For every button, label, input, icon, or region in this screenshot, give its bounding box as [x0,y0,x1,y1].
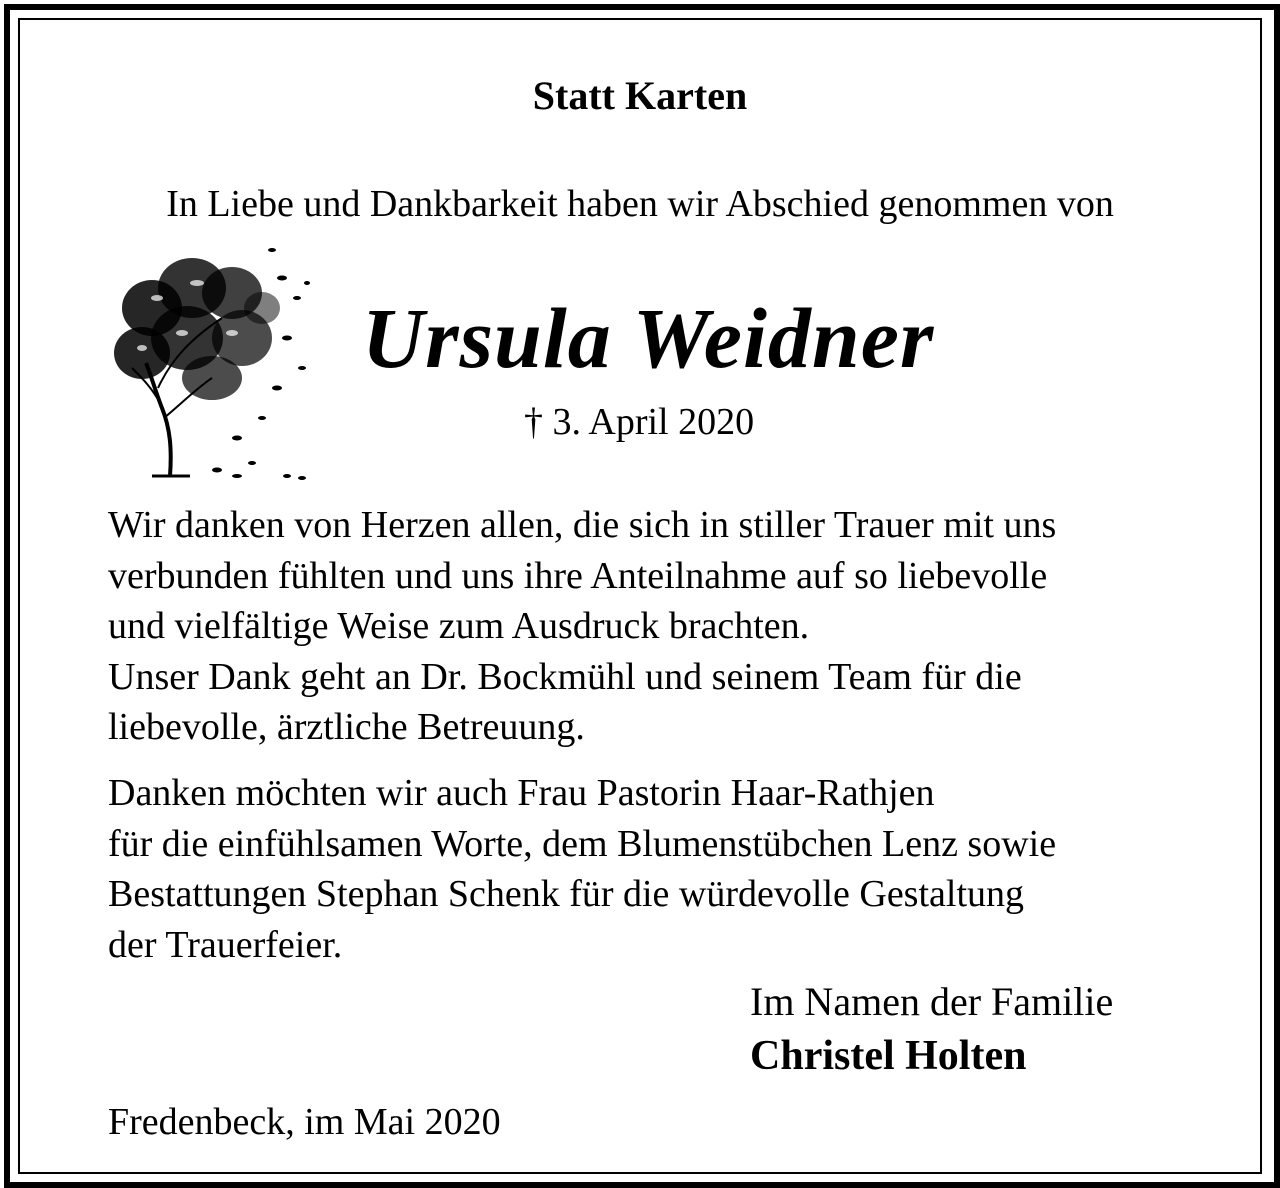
place-date: Fredenbeck, im Mai 2020 [108,1101,501,1143]
thanks-paragraph-2: Danken möchten wir auch Frau Pastorin Haar-Rathjen für die einfühlsamen Worte, dem Blumenstübchen Lenz sowie Bestattungen Stephan Schenk für die würdevolle Gestaltung der Trauerfeier. [108,772,1057,966]
notice-intro: In Liebe und Dankbarkeit haben wir Abschied genommen von [166,183,1114,225]
notice-heading: Statt Karten [532,73,748,118]
windblown-tree-icon [112,238,322,488]
signature-name: Christel Holten [750,1033,1027,1079]
thanks-paragraph-1: Wir danken von Herzen allen, die sich in stiller Trauer mit uns verbunden fühlten und uns ihre Anteilnahme auf so liebevolle und vielfältige Weise zum Ausdruck brachten. Unser Dank geht an Dr. Bockmühl und seinem Team für die liebevolle, ärztliche Betreuung. [108,504,1057,748]
notice-inner-border [18,18,1262,1174]
death-date: † 3. April 2020 [524,401,755,443]
deceased-name: Ursula Weidner [362,290,935,386]
notice-outer-border [4,4,1280,1188]
signature-line: Im Namen der Familie [750,979,1114,1024]
